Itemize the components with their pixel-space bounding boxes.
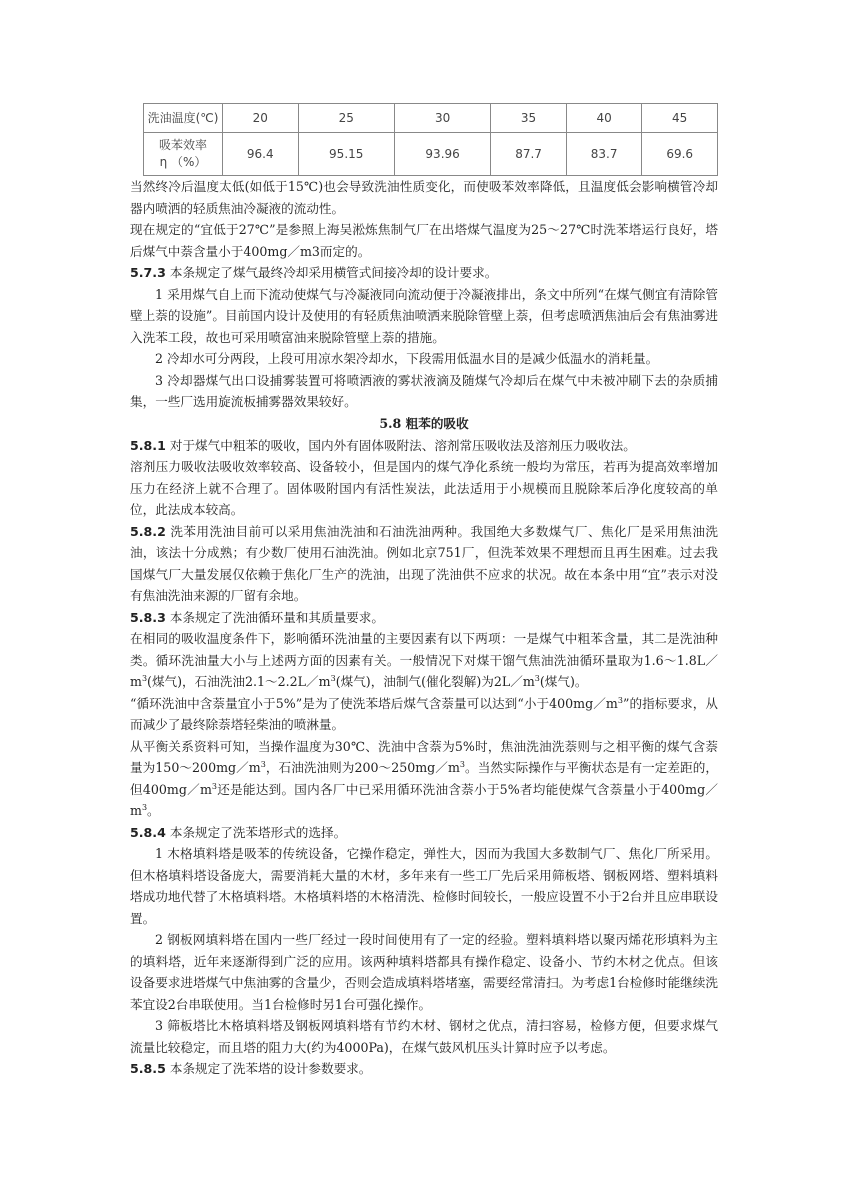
clause-5-8-4	[130, 822, 718, 844]
clause-number: 5.8.3	[130, 609, 166, 625]
paragraph-equilibrium	[130, 736, 718, 822]
document-page	[130, 103, 718, 1080]
unit-superscript: 3	[141, 802, 148, 812]
text-run: “循环洗油中含萘量宜小于5%”是为了使洗苯塔后煤气含萘量可以达到“小于400mg／	[130, 695, 606, 711]
clause-5-8-1	[130, 435, 718, 457]
unit-superscript: 3	[260, 759, 266, 769]
text-run: (煤气)。	[539, 674, 588, 689]
table-cell: 96.4	[223, 133, 299, 176]
unit-base: m	[248, 760, 261, 775]
unit-superscript: 3	[459, 759, 465, 769]
clause-text: 本条规定了洗苯塔形式的选择。	[165, 824, 347, 840]
paragraph: 现在规定的“宜低于27℃”是参照上海吴淞炼焦制气厂在出塔煤气温度为25～27℃时洗苯塔运行良好，塔后煤气中萘含量小于400mg／m3而定的。	[130, 222, 718, 259]
wash-oil-temperature-table	[143, 103, 718, 176]
clause-text: 对于煤气中粗苯的吸收，国内外有固体吸附法、溶剂常压吸收法及溶剂压力吸收法。	[165, 437, 636, 453]
unit-superscript: 3	[617, 695, 623, 705]
list-item: 2 冷却水可分两段，上段可用凉水架冷却水，下段需用低温水目的是减少低温水的消耗量。	[155, 351, 659, 366]
list-item: 1 采用煤气自上而下流动使煤气与冷凝液同向流动便于冷凝液排出，条文中所列“在煤气侧宜有清除管壁上萘的设施”。目前国内设计及使用的有轻质焦油喷洒来脱除管壁上萘，但考虑喷洒焦油后会有焦油雾进入洗苯工段，故也可采用喷富油来脱除管壁上萘的措施。	[130, 286, 718, 345]
clause-number: 5.8.5	[130, 1061, 166, 1076]
unit-superscript: 3	[534, 673, 540, 683]
unit-superscript: 3	[211, 781, 218, 791]
clause-number: 5.8.2	[130, 523, 166, 539]
clause-text: 洗苯用洗油目前可以采用焦油洗油和石油洗油两种。我国绝大多数煤气厂、焦化厂是采用焦油洗油，该法十分成熟；有少数厂使用石油洗油。例如北京751厂，但洗苯效果不理想而且再生困难。过去我国煤气厂大量发展仅依赖于焦化厂生产的洗油，出现了洗油供不应求的状况。故在本条中用“宜”表示对没有焦油洗油来源的厂留有余地。	[130, 523, 718, 603]
text-run: 还是能达到。国内各厂中已采用循环洗油含萘小于5%者均能使煤气含萘量小于400mg／	[217, 781, 718, 797]
table-cell: 87.7	[491, 133, 567, 176]
paragraph-wash-oil-rate	[130, 628, 718, 693]
clause-number: 5.8.1	[130, 437, 166, 453]
table-cell: 45	[642, 104, 718, 133]
unit-base: m	[199, 781, 212, 797]
unit-m3	[319, 674, 336, 689]
unit-m3	[606, 696, 623, 711]
clause-text: 本条规定了煤气最终冷却采用横管式间接冷却的设计要求。	[165, 265, 498, 280]
unit-m3	[130, 674, 147, 689]
list-item: 2 钢板网填料塔在国内一些厂经过一段时间使用有了一定的经验。塑料填料塔以聚丙烯花形填料为主的填料塔，近年来逐渐得到广泛的应用。该两种填料塔都具有操作稳定、设备小、节约木材之优点。但该设备要求进塔煤气中焦油雾的含量少，否则会造成填料塔堵塞，需要经常清扫。为考虑1台检修时能继续洗苯宜设2台串联使用。当1台检修时另1台可强化操作。	[130, 932, 718, 1012]
paragraph: 当然终冷后温度太低(如低于15℃)也会导致洗油性质变化，而使吸苯效率降低，且温度低会影响横管冷却器内喷洒的轻质焦油冷凝液的流动性。	[130, 179, 718, 216]
unit-base: m	[130, 674, 142, 689]
text-run: 。	[147, 803, 160, 818]
unit-m3	[523, 674, 540, 689]
unit-m3	[249, 760, 266, 775]
text-run: 从平衡关系资料可知，当操作温度为30℃、洗油中含萘为5%时，焦油洗油洗萘则与之相平衡的煤气含萘量为150～200mg／	[130, 738, 718, 775]
clause-5-8-3	[130, 607, 718, 629]
unit-base: m	[522, 674, 535, 689]
table-cell: 69.6	[642, 133, 718, 176]
text-run: 在相同的吸收温度条件下，影响循环洗油量的主要因素有以下两项：一是煤气中粗苯含量，其二是洗油种类。循环洗油量大小与上述两方面的因素有关。一般情况下对煤干馏气焦油洗油循环量取为1.6～1.8L／	[130, 631, 718, 668]
unit-base: m	[130, 803, 142, 818]
table-cell: 25	[298, 104, 394, 133]
paragraph: 溶剂压力吸收法吸收效率较高、设备较小，但是国内的煤气净化系统一般均为常压，若再为提高效率增加压力在经济上就不合理了。固体吸附国内有活性炭法，此法适用于小规模而且脱除苯后净化度较高的单位，此法成本较高。	[130, 459, 718, 517]
clause-text: 本条规定了洗油循环量和其质量要求。	[165, 609, 384, 625]
unit-base: m	[447, 760, 460, 775]
table-header-temperature: 洗油温度(℃)	[144, 104, 223, 133]
table-cell: 83.7	[566, 133, 642, 176]
unit-base: m	[605, 695, 618, 711]
table-cell: 20	[223, 104, 299, 133]
list-item: 1 木格填料塔是吸苯的传统设备，它操作稳定，弹性大，因而为我国大多数制气厂、焦化厂所采用。但木格填料塔设备庞大，需要消耗大量的木材，多年来有一些工厂先后采用筛板塔、钢板网塔、塑料填料塔成功地代替了木格填料塔。木格填料塔的木格清洗、检修时间较长，一般应设置不小于2台并且应串联设置。	[130, 846, 718, 926]
table-cell: 40	[566, 104, 642, 133]
table-cell: 30	[394, 104, 490, 133]
unit-m3	[448, 760, 465, 775]
section-heading: 5.8 粗苯的吸收	[379, 415, 469, 431]
unit-superscript: 3	[141, 673, 148, 683]
unit-superscript: 3	[330, 673, 336, 683]
unit-base: m	[318, 674, 331, 689]
clause-text: 本条规定了洗苯塔的设计参数要求。	[165, 1061, 372, 1076]
table-header-efficiency	[144, 133, 223, 176]
table-row-efficiency	[144, 133, 718, 176]
text-run: ”的指标要求，从而减少了最终除萘塔轻柴油的喷淋量。	[130, 695, 718, 732]
table-row-temperature	[144, 104, 718, 133]
table-cell: 95.15	[298, 133, 394, 176]
text-run: (煤气)，石油洗油2.1～2.2L／	[147, 674, 319, 689]
clause-number: 5.8.4	[130, 824, 166, 840]
table-header-efficiency-line1: 吸苯效率	[158, 138, 207, 152]
clause-number: 5.7.3	[130, 265, 166, 280]
paragraph-naphthalene-limit	[130, 693, 718, 736]
table-header-efficiency-line2: η （%）	[159, 155, 207, 169]
list-item: 3 筛板塔比木格填料塔及钢板网填料塔有节约木材、钢材之优点，清扫容易，检修方便，但要求煤气流量比较稳定，而且塔的阻力大(约为4000Pa)，在煤气鼓风机压头计算时应予以考虑。	[130, 1018, 718, 1055]
clause-5-7-3	[130, 262, 718, 284]
text-run: (煤气)，油制气(催化裂解)为2L／	[335, 674, 523, 689]
table-cell: 35	[491, 104, 567, 133]
clause-5-8-2	[130, 521, 718, 607]
unit-m3	[130, 803, 147, 818]
text-run: 。当然实际操作与平衡状态是有一定差距的，但400mg／	[130, 760, 718, 797]
clause-5-8-5	[130, 1058, 718, 1080]
table-cell: 93.96	[394, 133, 490, 176]
list-item: 3 冷却器煤气出口设捕雾装置可将喷洒液的雾状液滴及随煤气冷却后在煤气中未被冲刷下去的杂质捕集，一些厂选用旋流板捕雾器效果较好。	[130, 372, 718, 409]
text-run: ，石油洗油则为200～250mg／	[265, 760, 448, 775]
unit-m3	[200, 782, 217, 797]
